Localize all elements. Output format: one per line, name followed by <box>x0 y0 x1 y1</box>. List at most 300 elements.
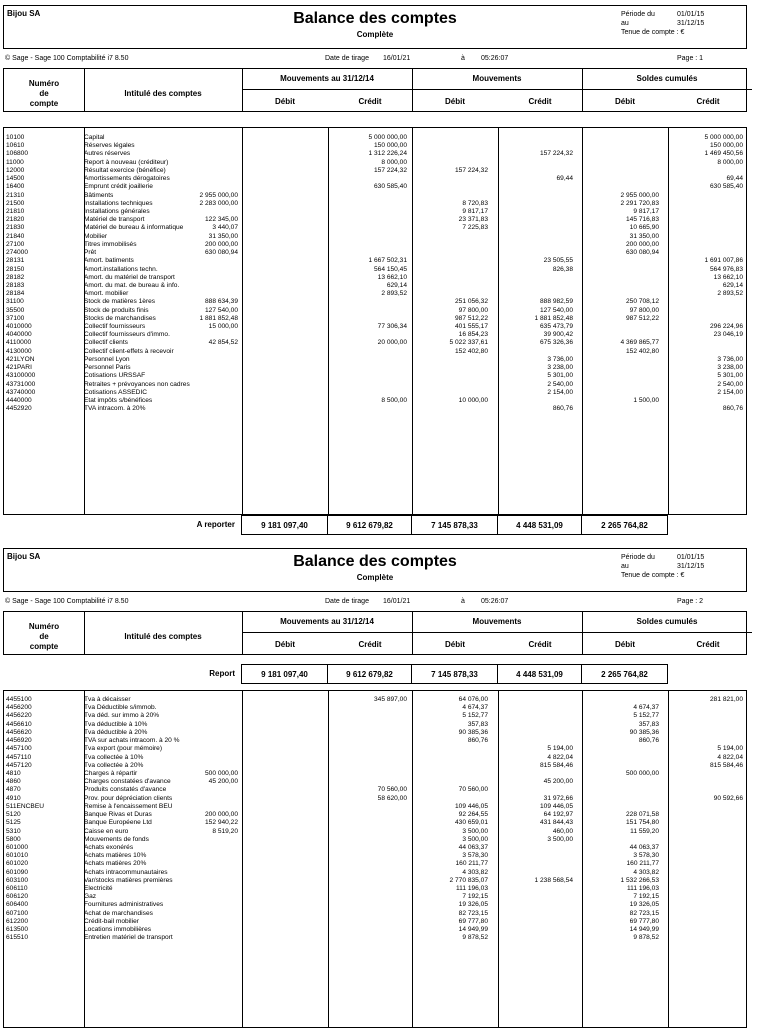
account-label: Entretien matériel de transport <box>84 934 173 942</box>
table-row <box>4 364 746 372</box>
header-divider <box>412 89 582 90</box>
table-row <box>4 860 746 868</box>
account-label: Stock de produits finis <box>84 306 149 314</box>
account-label: Amortissements dérogatoires <box>84 175 170 183</box>
report-total-value: 9 612 679,82 <box>327 664 412 684</box>
credit: 23 505,55 <box>543 257 573 265</box>
account-number: 12000 <box>6 166 25 174</box>
software-name: © Sage - Sage 100 Comptabilité i7 8.50 <box>5 598 129 605</box>
account-number: 5125 <box>6 819 21 827</box>
prev-debit: 31 350,00 <box>208 232 238 240</box>
table-row <box>4 298 746 306</box>
report-total-value: 2 265 764,82 <box>581 664 668 684</box>
account-number: 421LYON <box>6 355 35 363</box>
account-number: 4457110 <box>6 753 32 761</box>
account-number: 4455100 <box>6 696 32 703</box>
prev-credit: 564 150,45 <box>373 265 407 273</box>
balance-credit: 1 691 007,86 <box>704 257 743 265</box>
credit: 4 822,04 <box>547 753 573 761</box>
debit: 69 777,80 <box>458 917 488 925</box>
account-label: Electricité <box>84 885 113 893</box>
account-number: 31100 <box>6 298 24 306</box>
account-label: Var/stocks matières premières <box>84 876 173 884</box>
report-header <box>3 5 747 49</box>
print-info <box>5 598 745 608</box>
balance-credit: 2 540,00 <box>717 380 743 388</box>
account-label: Stock de matières 1ères <box>84 298 156 306</box>
prev-credit: 5 000 000,00 <box>368 134 407 141</box>
account-number: 10100 <box>6 134 25 141</box>
header-movements-previous: Mouvements au 31/12/14 <box>280 74 374 83</box>
balance-debit: 228 071,58 <box>625 811 659 819</box>
account-label: Tva déductible à 10% <box>84 720 148 728</box>
balance-debit: 2 291 720,83 <box>620 199 659 207</box>
account-label: TVA sur achats intracom. à 20 % <box>84 737 180 745</box>
credit: 635 473,79 <box>539 323 573 331</box>
account-number: 21810 <box>6 207 25 215</box>
prev-credit: 629,14 <box>386 281 407 289</box>
header-debit: Débit <box>275 640 295 649</box>
header-account-number: Numéro de compte <box>28 79 60 108</box>
debit: 987 512,22 <box>454 314 488 322</box>
account-label: Prov. pour dépréciation clients <box>84 794 173 802</box>
table-row <box>4 926 746 934</box>
account-number: 421PARI <box>6 364 32 372</box>
balance-credit: 23 046,19 <box>713 331 743 339</box>
account-label: Produits constatés d'avance <box>84 786 167 794</box>
account-number: 606110 <box>6 885 28 893</box>
table-row <box>4 142 746 150</box>
account-number: 35500 <box>6 306 25 314</box>
balance-debit: 1 500,00 <box>633 397 659 404</box>
header-credit: Crédit <box>696 97 720 106</box>
table-row <box>4 729 746 737</box>
debit: 70 560,00 <box>458 786 488 794</box>
header-divider <box>242 89 412 90</box>
account-number: 4456920 <box>6 737 32 745</box>
account-label: Achat de marchandises <box>84 909 153 917</box>
balance-debit: 82 723,15 <box>629 909 659 917</box>
account-label: Amort. du matériel de transport <box>84 273 175 281</box>
debit: 9 817,17 <box>462 207 488 215</box>
table-row <box>4 372 746 380</box>
balance-credit: 90 592,66 <box>713 794 743 802</box>
credit: 675 326,36 <box>539 339 573 347</box>
table-row <box>4 282 746 290</box>
table-row <box>4 331 746 339</box>
account-number: 601090 <box>6 868 29 876</box>
print-time: 05:26:07 <box>481 598 509 605</box>
table-row <box>4 737 746 745</box>
balance-debit: 90 385,36 <box>629 728 659 736</box>
period-to: 31/12/15 <box>677 20 705 27</box>
period-to-row <box>621 562 704 571</box>
table-row <box>4 339 746 347</box>
debit: 111 196,03 <box>455 885 488 893</box>
header-divider <box>582 632 752 633</box>
account-number: 606400 <box>6 901 29 909</box>
account-label: Installations générales <box>84 207 150 215</box>
account-label: Achats matières 10% <box>84 852 147 860</box>
account-label: Report à nouveau (créditeur) <box>84 158 169 166</box>
column-headers <box>3 611 747 655</box>
credit: 2 540,00 <box>547 380 573 388</box>
account-number: 607100 <box>6 909 29 917</box>
table-row <box>4 397 746 405</box>
header-debit: Débit <box>445 640 465 649</box>
balance-credit: 1 469 450,56 <box>704 150 743 158</box>
account-label: Personnel Paris <box>84 364 131 372</box>
header-movements: Mouvements <box>472 617 522 626</box>
account-label: Capital <box>84 134 105 141</box>
credit: 45 200,00 <box>543 778 573 786</box>
prev-debit: 200 000,00 <box>204 811 238 819</box>
balance-debit: 7 192,15 <box>633 893 659 901</box>
header-debit: Débit <box>615 640 635 649</box>
prev-credit: 20 000,00 <box>377 339 407 347</box>
column-headers <box>3 68 747 112</box>
prev-credit: 8 500,00 <box>381 397 407 404</box>
account-label: Banque Européene Ltd <box>84 819 152 827</box>
prev-credit: 13 662,10 <box>377 273 407 281</box>
account-label: Achats exonérés <box>84 843 134 851</box>
debit: 3 500,00 <box>462 835 488 843</box>
prev-credit: 2 893,52 <box>381 290 407 298</box>
account-number: 16400 <box>6 183 25 191</box>
page-number: Page : 1 <box>677 55 704 62</box>
debit: 2 770 835,07 <box>449 876 488 884</box>
balance-debit: 11 559,20 <box>630 827 659 835</box>
header-credit: Crédit <box>528 97 552 106</box>
account-label: Banque Rivas et Duras <box>84 811 152 819</box>
account-label: Amort. mobilier <box>84 290 129 298</box>
prev-debit: 2 955 000,00 <box>199 191 238 199</box>
debit: 9 878,52 <box>462 934 488 942</box>
account-number: 4110000 <box>6 339 32 347</box>
credit: 2 154,00 <box>547 388 573 396</box>
account-label: Tva collectée à 10% <box>84 753 144 761</box>
account-number: 4456620 <box>6 728 32 736</box>
account-label: Collectif fournisseurs <box>84 323 146 331</box>
header-divider <box>582 89 752 90</box>
company-name: Bijou SA <box>7 9 41 18</box>
carry-forward-value: 9 612 679,82 <box>327 515 412 535</box>
balance-debit: 4 369 865,77 <box>620 339 659 347</box>
debit: 109 446,05 <box>454 802 488 810</box>
balance-debit: 3 578,30 <box>633 852 659 860</box>
account-number: 4910 <box>6 794 21 802</box>
prev-debit: 45 200,00 <box>208 778 238 786</box>
currency-label: Tenue de compte : € <box>621 29 685 36</box>
prev-credit: 8 000,00 <box>381 158 407 166</box>
page-number: Page : 2 <box>677 598 704 605</box>
account-number: 4010000 <box>6 323 32 331</box>
table-row <box>4 877 746 885</box>
table-row <box>4 828 746 836</box>
table-row <box>4 356 746 364</box>
table-row <box>4 844 746 852</box>
prev-debit: 3 440,07 <box>212 224 238 232</box>
header-divider <box>242 632 412 633</box>
account-rows <box>4 134 746 413</box>
balance-debit: 145 716,83 <box>625 216 659 224</box>
period-to-row <box>621 19 704 28</box>
account-number: 10610 <box>6 142 25 150</box>
account-number: 4456220 <box>6 712 32 720</box>
prev-debit: 200 000,00 <box>204 240 238 248</box>
table-row <box>4 249 746 257</box>
account-label: Mobilier <box>84 232 108 240</box>
prev-debit: 122 345,00 <box>204 216 238 224</box>
prev-debit: 8 519,20 <box>212 827 238 835</box>
account-label: Mouvements de fonds <box>84 835 149 843</box>
currency-row <box>621 571 704 580</box>
prev-credit: 150 000,00 <box>373 142 407 150</box>
table-row <box>4 216 746 224</box>
debit: 23 371,83 <box>458 216 488 224</box>
balance-debit: 4 303,82 <box>633 868 659 876</box>
account-number: 4440000 <box>6 397 32 404</box>
account-label: Locations immobilières <box>84 926 152 934</box>
account-label: Prêt <box>84 249 97 257</box>
table-row <box>4 795 746 803</box>
balance-credit: 3 736,00 <box>717 355 743 363</box>
account-number: 511ENCBEU <box>6 802 44 810</box>
account-number: 28182 <box>6 273 25 281</box>
credit: 69,44 <box>556 175 573 183</box>
balance-credit: 5 000 000,00 <box>704 134 743 141</box>
report-total-row <box>3 664 747 684</box>
debit: 157 224,32 <box>454 166 488 174</box>
balance-credit: 2 893,52 <box>717 290 743 298</box>
table-row <box>4 233 746 241</box>
debit: 401 555,17 <box>454 323 488 331</box>
prev-debit: 500 000,00 <box>204 769 238 777</box>
header-cumulative-balances: Soldes cumulés <box>636 617 698 626</box>
credit: 460,00 <box>552 827 573 835</box>
table-row <box>4 852 746 860</box>
account-number: 4810 <box>6 769 21 777</box>
account-number: 4452920 <box>6 405 32 413</box>
prev-credit: 345 897,00 <box>373 696 407 703</box>
header-account-label: Intitulé des comptes <box>124 632 202 641</box>
debit: 860,76 <box>467 737 488 745</box>
account-label: Remise à l'encaissement BEU <box>84 802 173 810</box>
debit: 5 152,77 <box>462 712 488 720</box>
table-row <box>4 918 746 926</box>
account-number: 4870 <box>6 786 21 794</box>
header-account-label: Intitulé des comptes <box>124 89 202 98</box>
table-row <box>4 696 746 704</box>
account-number: 106800 <box>6 150 29 158</box>
carry-forward-value: 4 448 531,09 <box>497 515 582 535</box>
debit: 3 578,30 <box>462 852 488 860</box>
account-label: Tva Déductible s/immob. <box>84 704 157 712</box>
balance-debit: 630 080,94 <box>625 249 659 257</box>
debit: 430 659,01 <box>454 819 488 827</box>
balance-debit: 860,76 <box>638 737 659 745</box>
balance-debit: 500 000,00 <box>625 769 659 777</box>
table-row <box>4 175 746 183</box>
table-row <box>4 745 746 753</box>
header-account-number: Numéro de compte <box>28 622 60 651</box>
account-label: Fournitures administratives <box>84 901 164 909</box>
at-label: à <box>461 55 465 62</box>
table-row <box>4 323 746 331</box>
balance-credit: 5 301,00 <box>717 372 743 380</box>
credit: 3 736,00 <box>547 355 573 363</box>
debit: 90 385,36 <box>458 728 488 736</box>
account-table <box>3 127 747 515</box>
account-label: Cotisations URSSAF <box>84 372 146 380</box>
balance-credit: 13 662,10 <box>713 273 743 281</box>
account-label: Collectif clients <box>84 339 128 347</box>
period-to-label: au <box>621 563 629 570</box>
account-number: 603100 <box>6 876 29 884</box>
credit: 3 238,00 <box>547 364 573 372</box>
account-number: 11000 <box>6 158 24 166</box>
debit: 160 211,77 <box>455 860 488 868</box>
debit: 357,83 <box>467 720 488 728</box>
print-time: 05:26:07 <box>481 55 509 62</box>
table-row <box>4 348 746 356</box>
account-label: Réserves légales <box>84 142 135 150</box>
account-number: 28183 <box>6 281 25 289</box>
table-row <box>4 200 746 208</box>
balance-debit: 1 532 266,53 <box>620 876 659 884</box>
debit: 4 674,37 <box>462 704 488 712</box>
account-label: Amort. du mat. de bureau & info. <box>84 281 180 289</box>
account-label: Tva collectée à 20% <box>84 761 144 769</box>
account-label: Retraites + prévoyances non cadres <box>84 380 190 388</box>
balance-debit: 69 777,80 <box>629 917 659 925</box>
balance-credit: 296 224,96 <box>709 323 743 331</box>
account-label: Tva déductible à 20% <box>84 728 148 736</box>
account-number: 601010 <box>6 852 29 860</box>
balance-debit: 9 817,17 <box>633 207 659 215</box>
table-row <box>4 704 746 712</box>
prev-debit: 127 540,00 <box>204 306 238 314</box>
account-label: Collectif fournisseurs d'immo. <box>84 331 170 339</box>
account-number: 4130000 <box>6 347 32 355</box>
period-from: 01/01/15 <box>677 554 705 561</box>
table-row <box>4 819 746 827</box>
account-number: 21830 <box>6 224 25 232</box>
table-row <box>4 770 746 778</box>
balance-debit: 2 955 000,00 <box>620 191 659 199</box>
header-debit: Débit <box>275 97 295 106</box>
account-number: 274000 <box>6 249 29 257</box>
account-number: 4456200 <box>6 704 32 712</box>
credit: 5 194,00 <box>547 745 573 753</box>
table-row <box>4 134 746 142</box>
print-date: 16/01/21 <box>383 55 411 62</box>
account-number: 21840 <box>6 232 25 240</box>
debit: 44 063,37 <box>458 843 488 851</box>
table-row <box>4 183 746 191</box>
account-number: 28150 <box>6 265 25 273</box>
account-number: 615510 <box>6 934 29 942</box>
table-row <box>4 762 746 770</box>
table-row <box>4 159 746 167</box>
prev-credit: 1 312 226,24 <box>368 150 407 158</box>
balance-debit: 4 674,37 <box>633 704 659 712</box>
balance-credit: 564 976,83 <box>709 265 743 273</box>
debit: 152 402,80 <box>454 347 488 355</box>
report-total-value: 4 448 531,09 <box>497 664 582 684</box>
carry-forward-value: 7 145 878,33 <box>411 515 498 535</box>
balance-credit: 629,14 <box>722 281 743 289</box>
table-row <box>4 266 746 274</box>
account-label: Amort.installations techn. <box>84 265 158 273</box>
header-credit: Crédit <box>358 640 382 649</box>
balance-credit: 150 000,00 <box>709 142 743 150</box>
table-row <box>4 150 746 158</box>
account-label: Résultat exercice (bénéfice) <box>84 166 166 174</box>
account-number: 27100 <box>6 240 25 248</box>
credit: 888 982,59 <box>539 298 573 306</box>
account-label: Matériel de transport <box>84 216 145 224</box>
account-number: 613500 <box>6 926 29 934</box>
account-table <box>3 690 747 1028</box>
prev-credit: 630 585,40 <box>373 183 407 191</box>
account-number: 28131 <box>6 257 25 265</box>
table-row <box>4 257 746 265</box>
table-row <box>4 811 746 819</box>
table-row <box>4 192 746 200</box>
header-divider <box>412 632 582 633</box>
period-from-row <box>621 553 704 562</box>
credit: 860,76 <box>552 405 573 413</box>
print-date: 16/01/21 <box>383 598 411 605</box>
period-label: Période du <box>621 11 655 18</box>
report-header <box>3 548 747 592</box>
account-number: 43740000 <box>6 388 36 396</box>
table-row <box>4 786 746 794</box>
balance-debit: 10 665,90 <box>629 224 659 232</box>
account-number: 21820 <box>6 216 25 224</box>
balance-debit: 200 000,00 <box>625 240 659 248</box>
period-from-row <box>621 10 704 19</box>
table-row <box>4 836 746 844</box>
account-label: Emprunt crédit joaillerie <box>84 183 153 191</box>
debit: 64 076,00 <box>458 696 488 703</box>
report-title: Balance des comptes <box>293 10 457 27</box>
credit: 5 301,00 <box>547 372 573 380</box>
prev-debit: 152 940,22 <box>204 819 238 827</box>
account-number: 5310 <box>6 827 21 835</box>
account-label: Matériel de bureau & informatique <box>84 224 184 232</box>
credit: 157 224,32 <box>539 150 573 158</box>
header-movements: Mouvements <box>472 74 522 83</box>
balance-debit: 5 152,77 <box>633 712 659 720</box>
account-rows <box>4 696 746 943</box>
credit: 431 844,43 <box>539 819 573 827</box>
table-row <box>4 721 746 729</box>
prev-debit: 15 000,00 <box>208 323 238 331</box>
currency-row <box>621 28 704 37</box>
report-total-value: 9 181 097,40 <box>241 664 328 684</box>
table-row <box>4 893 746 901</box>
account-number: 37100 <box>6 314 25 322</box>
balance-credit: 5 194,00 <box>717 745 743 753</box>
credit: 3 500,00 <box>547 835 573 843</box>
prev-debit: 1 881 852,48 <box>199 314 238 322</box>
table-row <box>4 754 746 762</box>
report-subtitle: Complète <box>356 573 394 582</box>
account-label: TVA intracom. à 20% <box>84 405 146 413</box>
balance-debit: 14 949,99 <box>629 926 659 934</box>
